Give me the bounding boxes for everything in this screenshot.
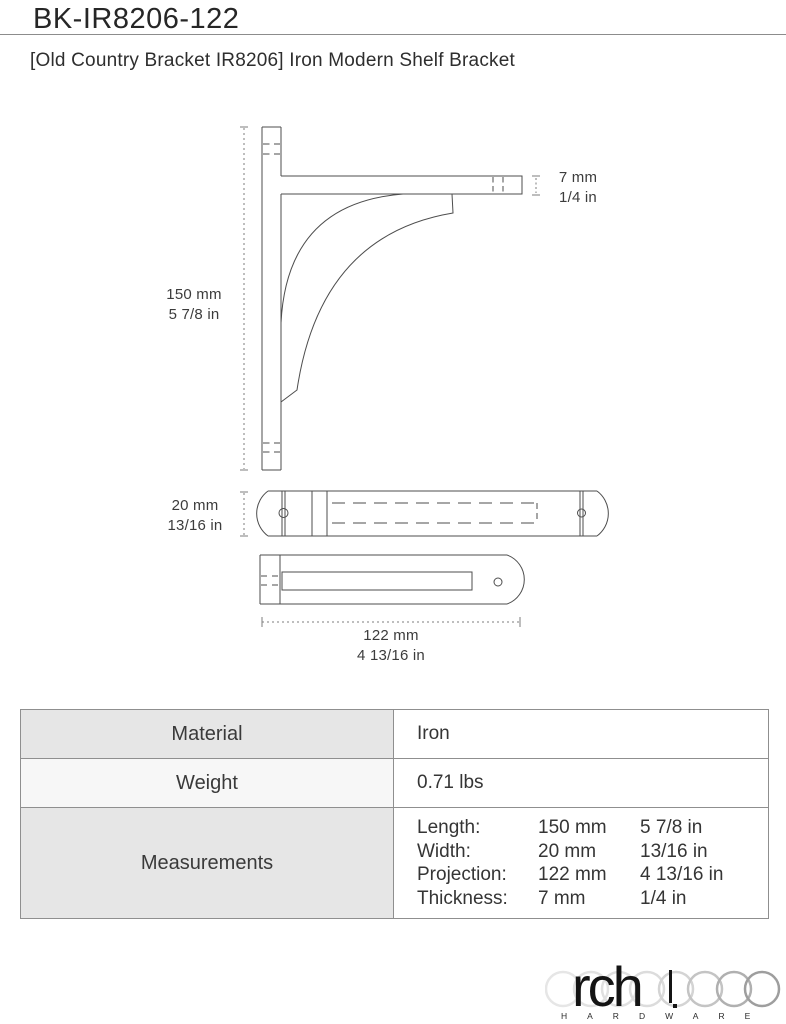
weight-label: Weight [21, 759, 394, 807]
weight-value: 0.71 lbs [394, 759, 768, 807]
bottom-view-drawing [260, 555, 524, 627]
product-subtitle: [Old Country Bracket IR8206] Iron Modern Shelf Bracket [30, 50, 515, 71]
measurements-value [394, 808, 768, 918]
logo-brand-text: rch [572, 955, 641, 1018]
material-label: Material [21, 710, 394, 758]
width-in: 13/16 in [167, 517, 223, 534]
width-dimension-label [152, 496, 238, 536]
meas-metric: 122 mm [538, 864, 607, 885]
thickness-mm: 7 mm [558, 169, 598, 186]
thickness-dimension-line [532, 176, 540, 195]
meas-metric: 20 mm [538, 840, 597, 862]
side-view-drawing [240, 127, 540, 470]
meas-name: Thickness: [417, 887, 508, 909]
meas-imperial: 4 13/16 in [640, 864, 724, 885]
projection-mm: 122 mm [363, 627, 419, 644]
height-dimension-line [240, 127, 248, 470]
measurements-label: Measurements [21, 808, 394, 918]
logo-i-mark [669, 970, 672, 1003]
meas-name: Length: [417, 817, 481, 838]
page-title: BK-IR8206-122 [33, 3, 240, 35]
meas-imperial: 5 7/8 in [640, 817, 703, 838]
table-row-material [21, 710, 768, 759]
logo-i-dot [673, 1004, 677, 1008]
thickness-in: 1/4 in [559, 189, 597, 206]
height-in: 5 7/8 in [168, 306, 220, 323]
height-dimension-label [150, 285, 238, 325]
meas-metric: 150 mm [538, 817, 607, 838]
height-mm: 150 mm [166, 286, 222, 303]
projection-dimension-label [330, 626, 452, 666]
meas-name: Width: [417, 840, 471, 862]
projection-in: 4 13/16 in [357, 647, 425, 664]
meas-imperial: 1/4 in [640, 887, 687, 909]
top-view-drawing [240, 491, 608, 536]
width-dimension-line [240, 492, 248, 536]
measurements-grid [417, 816, 723, 910]
meas-name: Projection: [417, 864, 507, 885]
meas-metric: 7 mm [538, 887, 586, 909]
brand-logo [545, 948, 785, 1022]
logo-tagline: HARDWARE [561, 1011, 771, 1021]
meas-imperial: 13/16 in [640, 840, 708, 862]
width-mm: 20 mm [171, 497, 219, 514]
thickness-dimension-label [549, 168, 607, 208]
spec-table [20, 709, 769, 919]
material-value: Iron [394, 710, 768, 758]
table-row-measurements [21, 808, 768, 918]
table-row-weight [21, 759, 768, 808]
